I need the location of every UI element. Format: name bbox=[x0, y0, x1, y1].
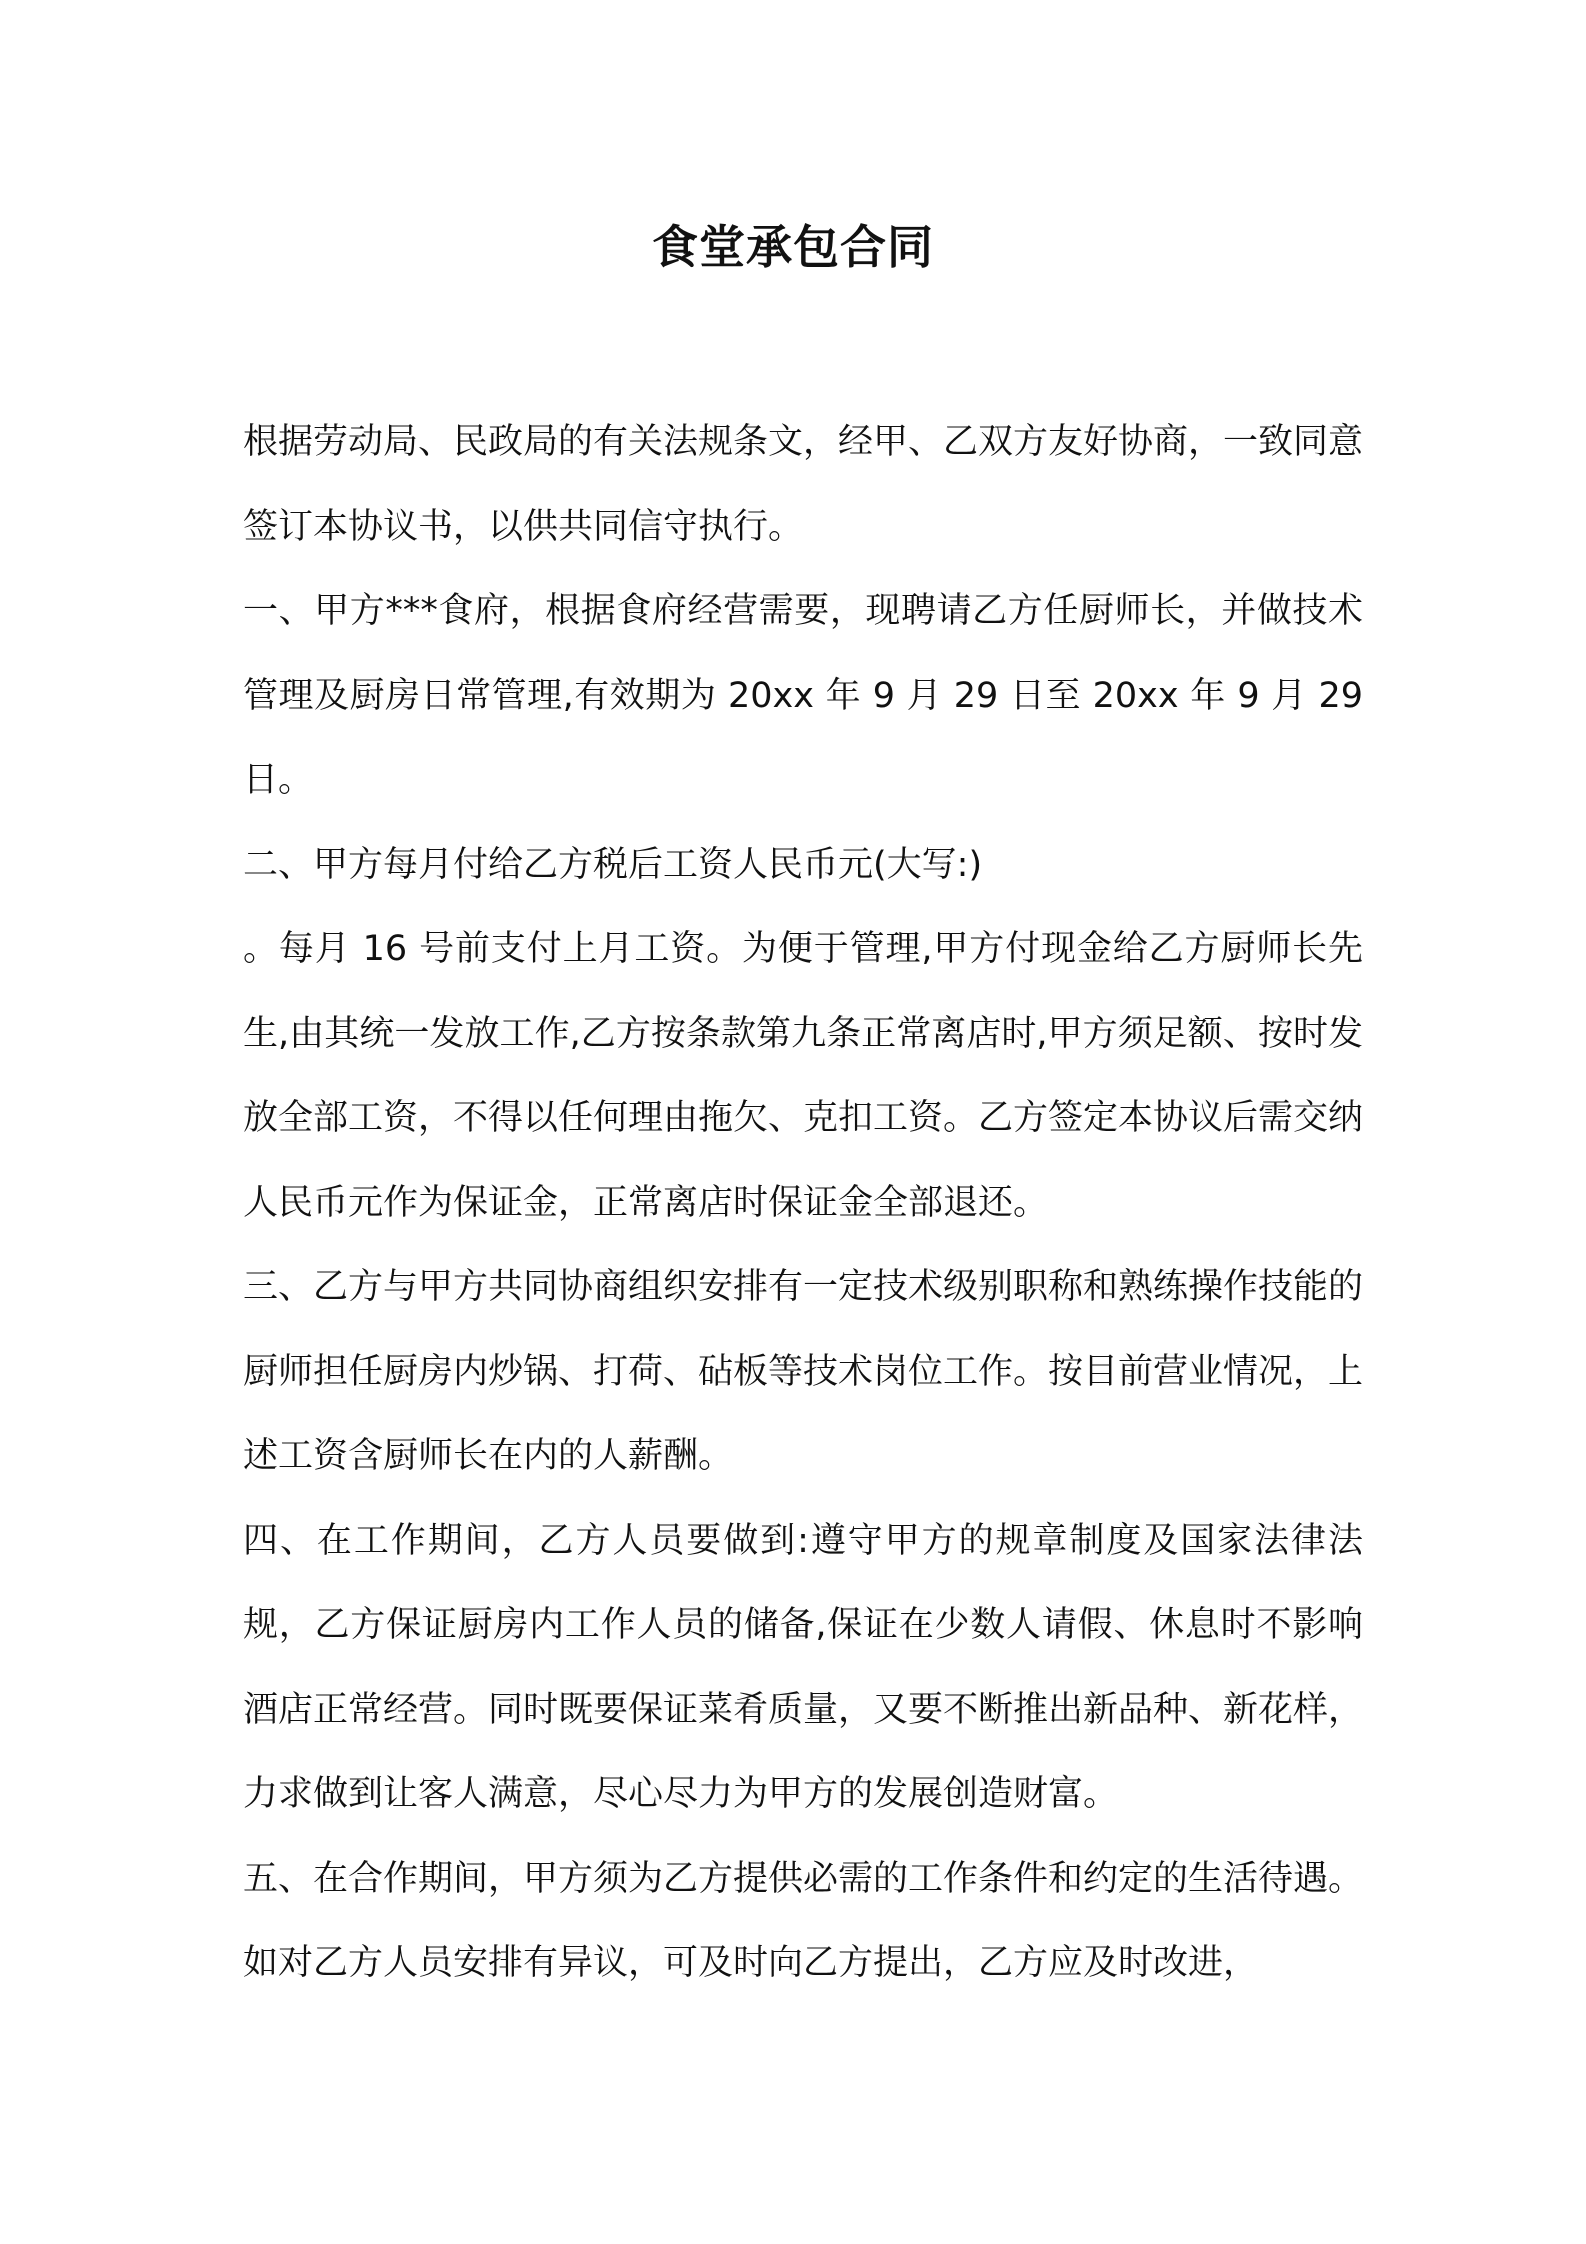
paragraph-clause-3: 三、乙方与甲方共同协商组织安排有一定技术级别职称和熟练操作技能的厨师担任厨房内炒锅、打荷、砧板等技术岗位工作。按目前营业情况，上述工资含厨师长在内的人薪酬。 bbox=[243, 1267, 1364, 1476]
paragraph-clause-5: 五、在合作期间，甲方须为乙方提供必需的工作条件和约定的生活待遇。如对乙方人员安排有异议，可及时向乙方提出，乙方应及时改进， bbox=[243, 1858, 1364, 1983]
paragraph-clause-4: 四、在工作期间，乙方人员要做到:遵守甲方的规章制度及国家法律法规，乙方保证厨房内工作人员的储备,保证在少数人请假、休息时不影响酒店正常经营。同时既要保证菜肴质量，又要不断推出新品种、新花样，力求做到让客人满意，尽心尽力为甲方的发展创造财富。 bbox=[243, 1520, 1364, 1814]
paragraph-clause-2-continued: 。每月 16 号前支付上月工资。为便于管理,甲方付现金给乙方厨师长先生,由其统一发放工作,乙方按条款第九条正常离店时,甲方须足额、按时发放全部工资，不得以任何理由拖欠、克扣工资。乙方签定本协议后需交纳人民币元作为保证金，正常离店时保证金全部退还。 bbox=[243, 929, 1364, 1223]
paragraph-intro: 根据劳动局、民政局的有关法规条文，经甲、乙双方友好协商，一致同意签订本协议书，以供共同信守执行。 bbox=[243, 422, 1364, 547]
document-body bbox=[243, 400, 1363, 2006]
document-title: 食堂承包合同 bbox=[652, 220, 934, 274]
paragraph-clause-1: 一、甲方***食府，根据食府经营需要，现聘请乙方任厨师长，并做技术管理及厨房日常管理,有效期为 20xx 年 9 月 29 日至 20xx 年 9 月 29 日。 bbox=[243, 591, 1363, 800]
paragraph-clause-2: 二、甲方每月付给乙方税后工资人民币元(大写:) bbox=[243, 844, 983, 885]
